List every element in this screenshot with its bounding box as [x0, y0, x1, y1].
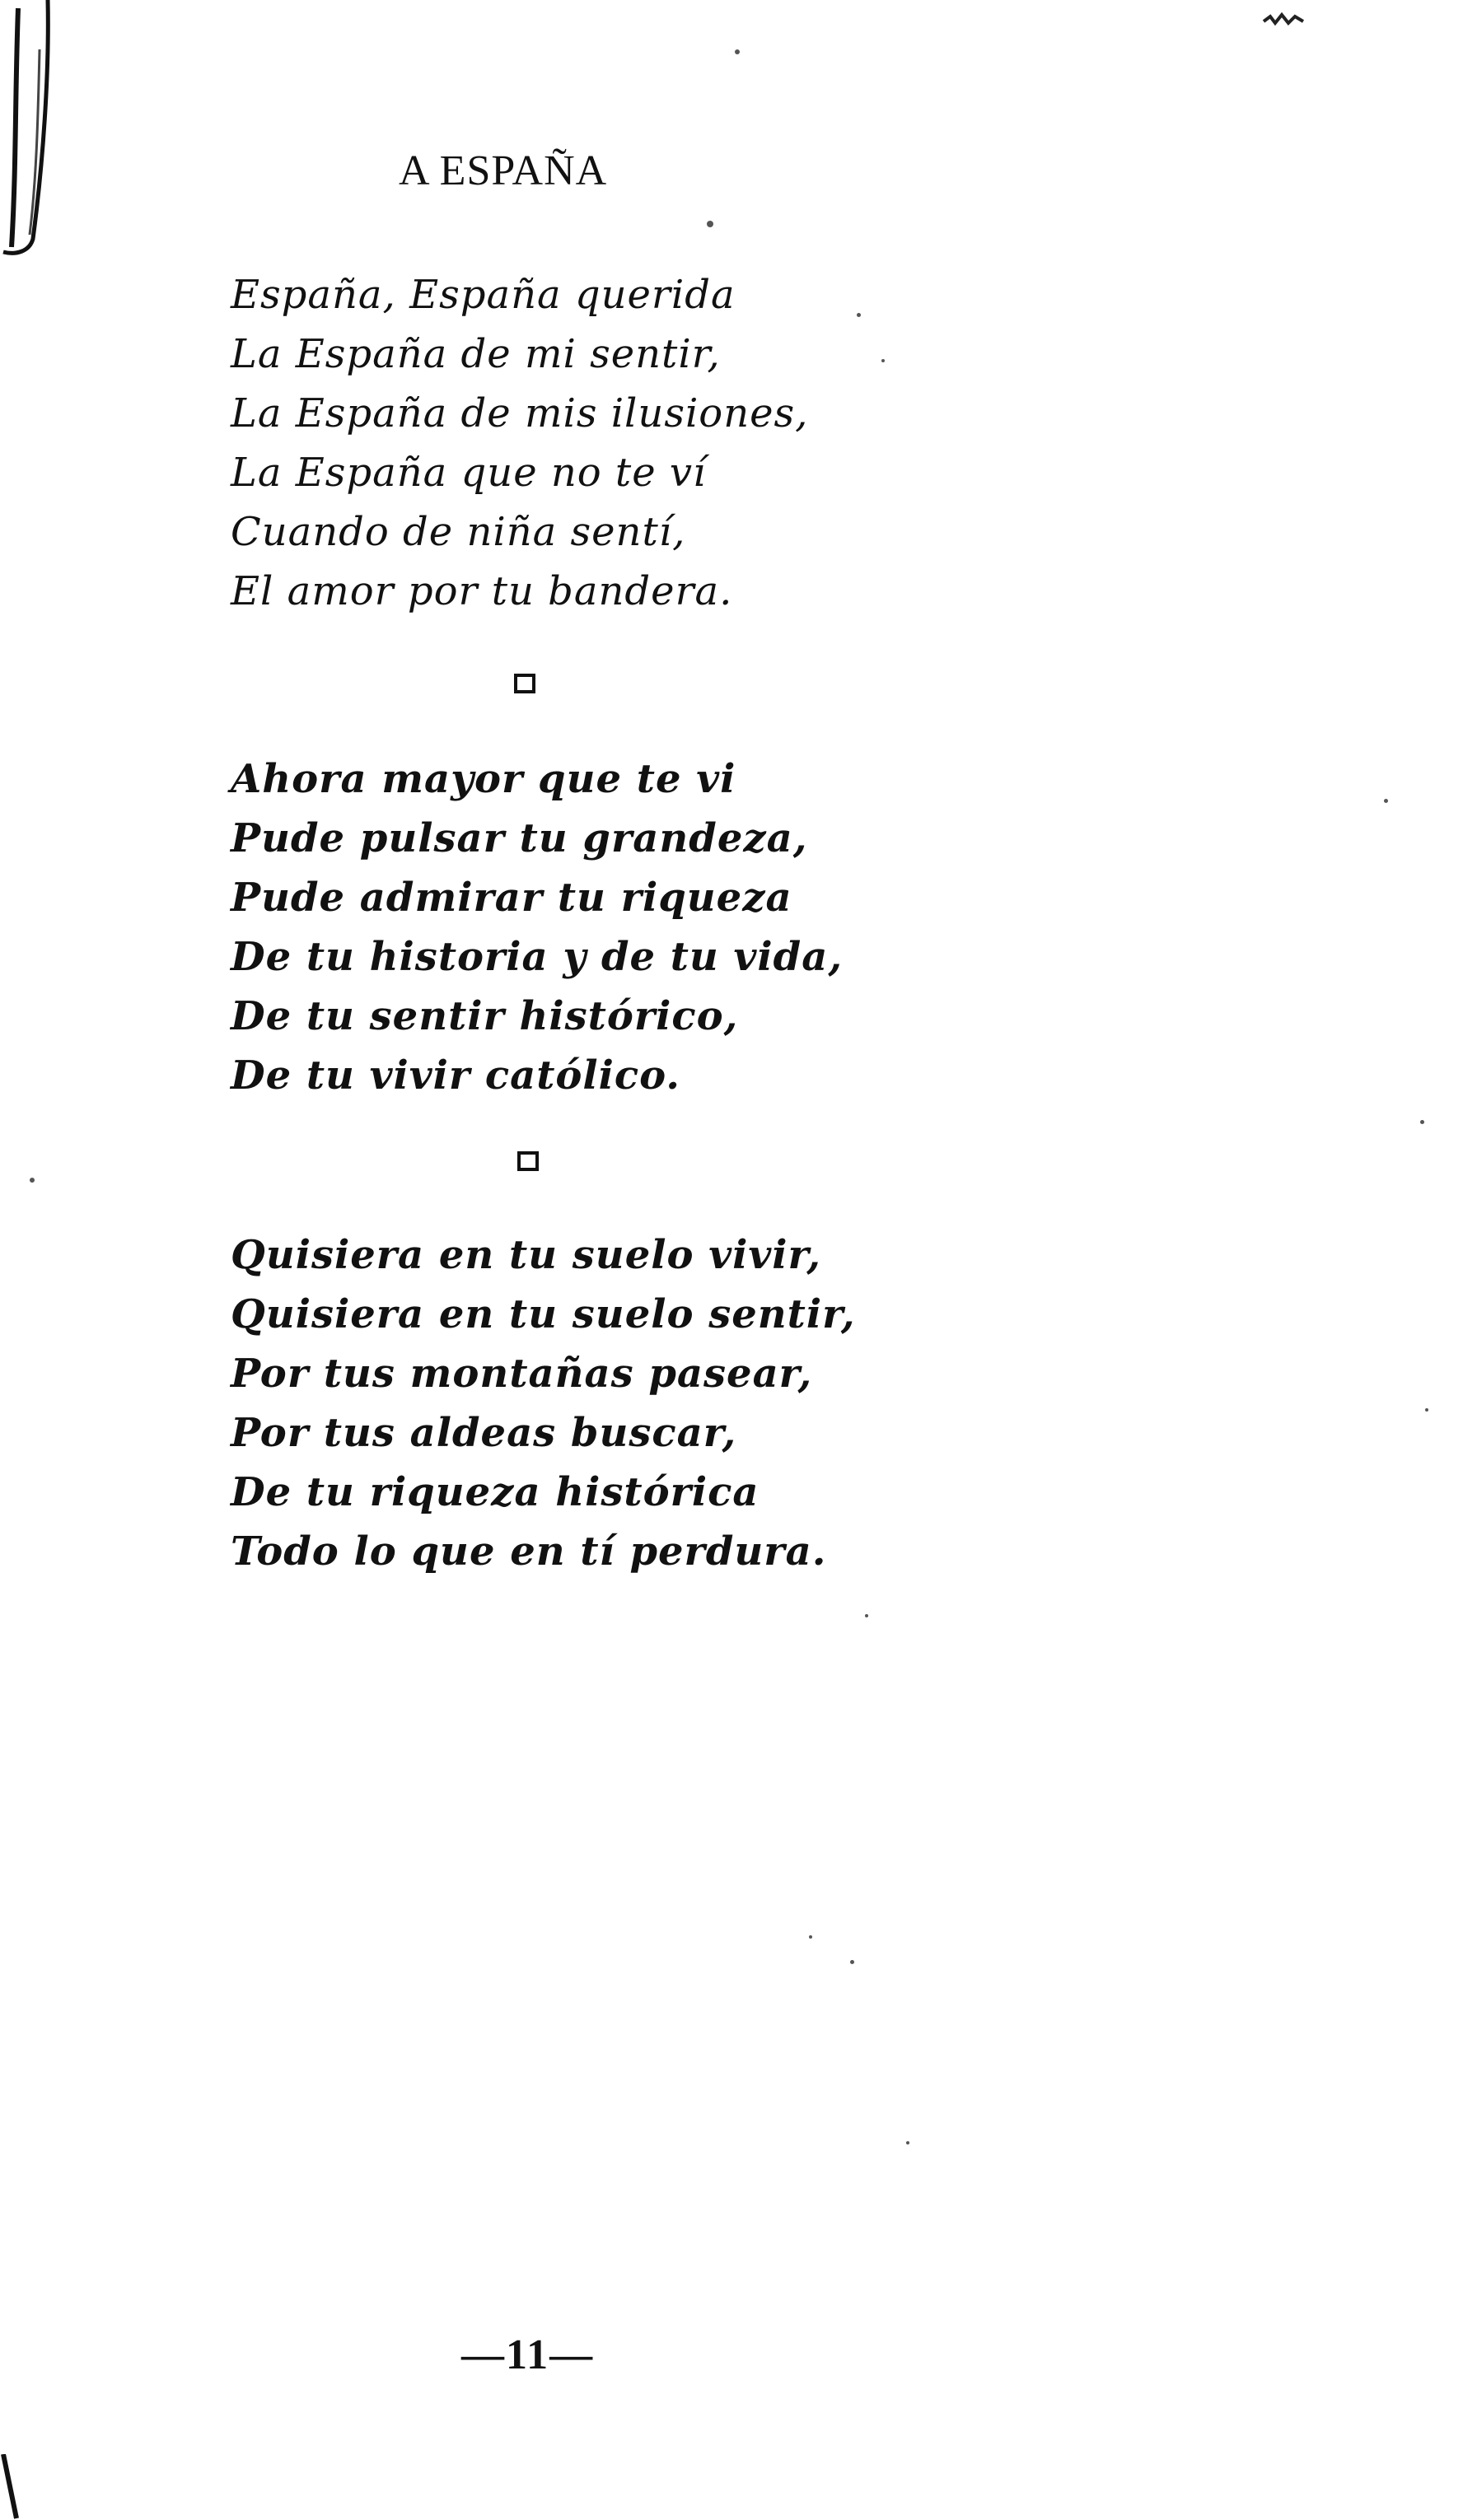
stanza-separator-square-icon — [517, 1151, 539, 1171]
poem-title: A ESPAÑA — [399, 147, 608, 194]
poem-line: El amor por tu bandera. — [231, 568, 733, 614]
poem-line: Cuando de niña sentí, — [231, 509, 686, 555]
poem-line: De tu historia y de tu vida, — [231, 934, 844, 980]
stanza-2 — [231, 749, 843, 1105]
stanza-1 — [231, 265, 808, 621]
poem-line: La España que no te ví — [231, 450, 707, 496]
poem-line: Todo lo que en tí perdura. — [231, 1528, 827, 1575]
poem-line: La España de mi sentir, — [231, 331, 721, 377]
scan-edge-mark-icon — [0, 0, 66, 264]
stanza-3 — [231, 1225, 856, 1581]
poem-line: De tu riqueza histórica — [231, 1469, 760, 1515]
poem-line: Ahora mayor que te vi — [231, 756, 736, 802]
poem-line: Pude admirar tu riqueza — [231, 875, 792, 921]
poem-line: Quisiera en tu suelo sentir, — [231, 1291, 856, 1337]
poem-line: La España de mis ilusiones, — [231, 390, 809, 436]
scan-corner-mark-icon — [1260, 10, 1310, 30]
stanza-separator-square-icon — [514, 674, 535, 693]
poem-line: De tu sentir histórico, — [231, 993, 739, 1039]
page-number: —11— — [461, 2331, 595, 2378]
poem-line: Por tus montañas pasear, — [231, 1351, 813, 1397]
scan-edge-mark-bottom-icon — [0, 2454, 33, 2520]
poem-line: Pude pulsar tu grandeza, — [231, 815, 808, 861]
poem-line: Por tus aldeas buscar, — [231, 1410, 737, 1456]
poem-line: De tu vivir católico. — [231, 1052, 680, 1099]
poem-line: España, España querida — [231, 272, 736, 318]
poem-line: Quisiera en tu suelo vivir, — [231, 1232, 821, 1278]
